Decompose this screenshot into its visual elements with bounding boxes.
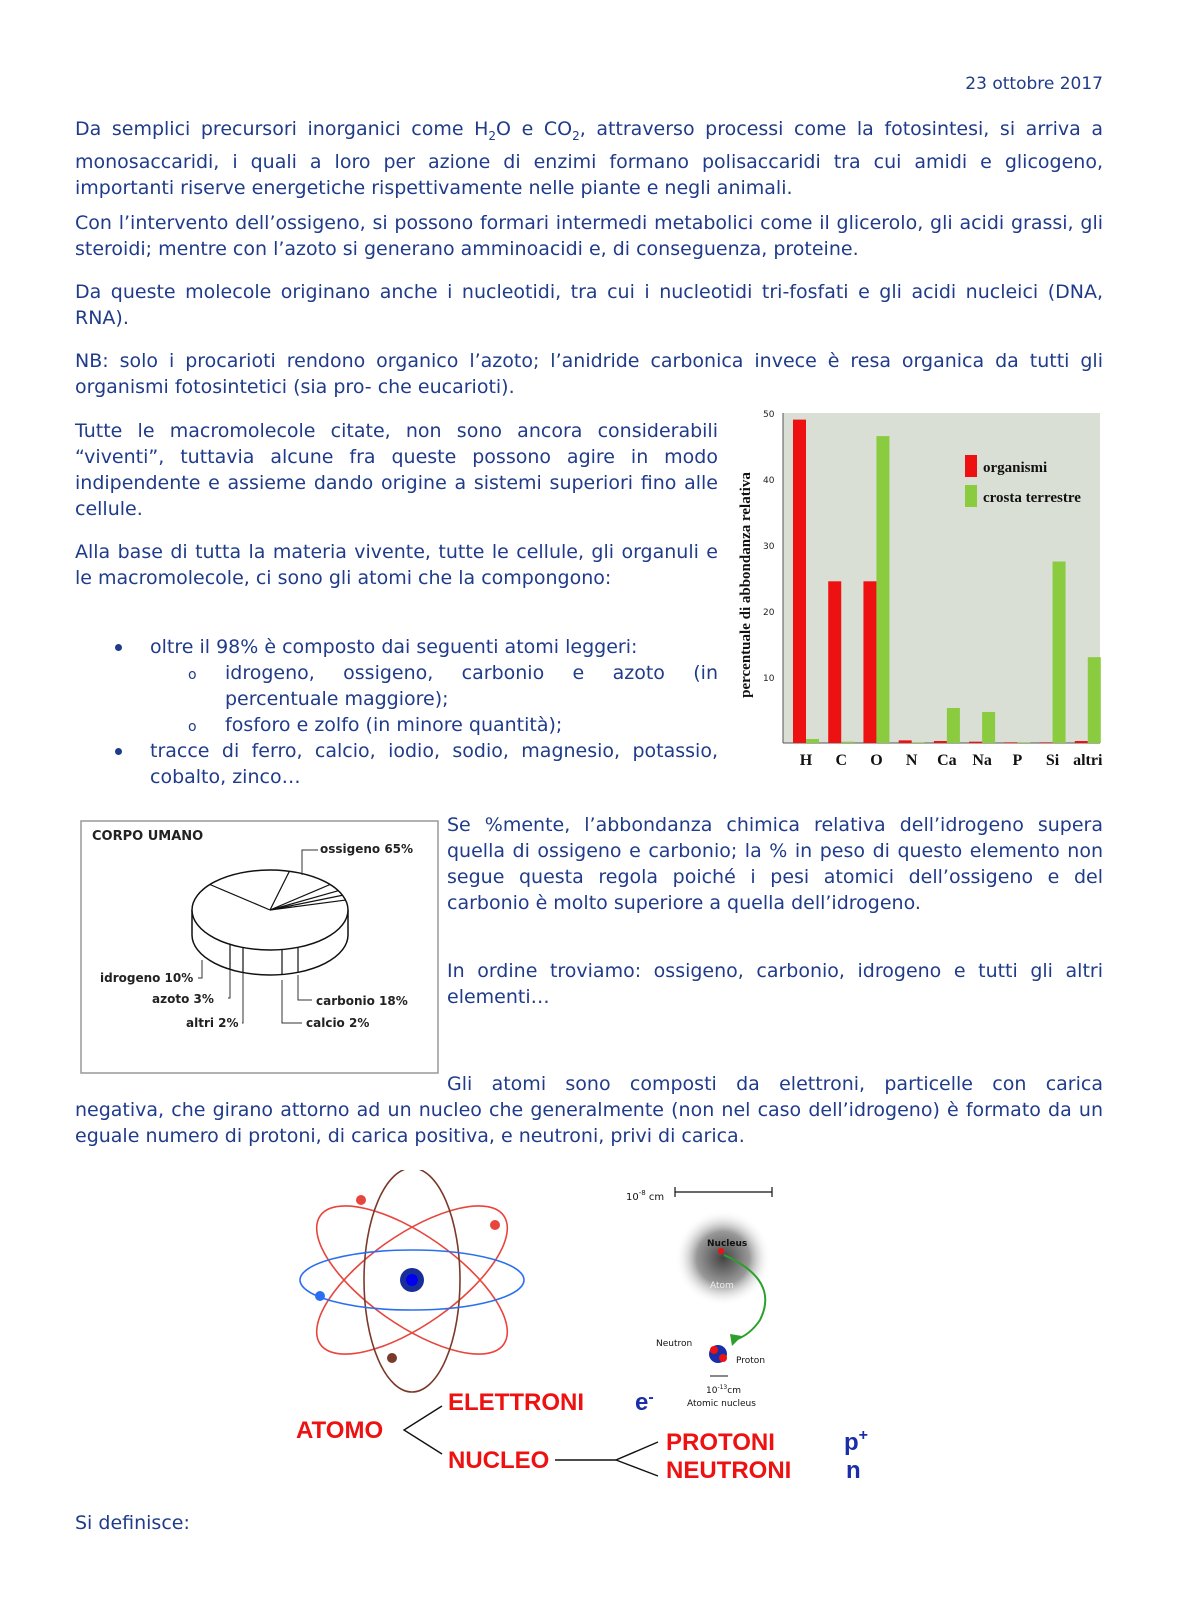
legend-label-crosta: crosta terrestre: [983, 490, 1081, 506]
paragraph-1: Da semplici precursori inorganici come $H_2O$ e $CO_2$, attraverso processi come la fotosintesi, si arriva a monosaccaridi, i quali a loro per azione di enzimi formano polisaccaridi tra cui amidi e glicogeno, importanti riserve energetiche rispettivamente nelle piante e negli animali.: [75, 118, 1103, 199]
paragraph-7: Se %mente, l’abbondanza chimica relativa dell’idrogeno supera quella di ossigeno e carbonio; la % in peso di questo elemento non segue questa regola poiché i pesi atomici dell’ossigeno e del carbonio è molto superiore a quella dell’idrogeno.: [447, 814, 1103, 914]
y-tick-label: 50: [763, 410, 775, 420]
x-tick-label: N: [905, 752, 918, 769]
paragraph-2: Con l’intervento dell’ossigeno, si possono formari intermedi metabolici come il glicerolo, gli acidi grassi, gli steroidi; mentre con l’azoto si generano amminoacidi e, di conseguenza, proteine.: [75, 212, 1103, 260]
bar-Na-organismi: [969, 742, 982, 743]
electron-icon: [387, 1353, 397, 1363]
paragraph-8: In ordine troviamo: ossigeno, carbonio, idrogeno e tutti gli altri elementi…: [447, 960, 1103, 1008]
list-item: tracce di ferro, calcio, iodio, sodio, magnesio, potassio, cobalto, zinco…: [75, 738, 718, 790]
label-neutron: Neutron: [656, 1339, 693, 1349]
y-tick-label: 20: [763, 608, 775, 618]
paragraph-9a: Gli atomi sono composti da elettroni, particelle con carica: [447, 1073, 1103, 1095]
bar-O-organismi: [863, 581, 876, 743]
pie-label-calcio: calcio 2%: [306, 1016, 370, 1030]
list-subitem: o idrogeno, ossigeno, carbonio e azoto (in percentuale maggiore);: [75, 660, 718, 712]
paragraph-10: Si definisce:: [75, 1512, 190, 1534]
bar-altri-crosta: [1088, 657, 1101, 743]
label-atom: Atom: [710, 1281, 734, 1291]
pie-label-azoto: azoto 3%: [152, 992, 214, 1006]
bar-C-crosta: [841, 742, 854, 743]
paragraph-3: Da queste molecole originano anche i nucleotidi, tra cui i nucleotidi tri-fosfati e gli acidi nucleici (DNA, RNA).: [75, 281, 1103, 329]
legend-swatch-crosta: [965, 485, 977, 507]
y-tick-label: 30: [763, 542, 775, 552]
x-tick-label: P: [1012, 752, 1023, 769]
label-nucleo: NUCLEO: [448, 1447, 550, 1474]
pie-label-idrogeno: idrogeno 10%: [100, 971, 194, 985]
pie-label-carbonio: carbonio 18%: [316, 994, 408, 1008]
symbol-proton: p+: [844, 1427, 869, 1456]
paragraph-9b: negativa, che girano attorno ad un nucleo che generalmente (non nel caso dell’idrogeno) è formato da un eguale numero di protoni, di carica positiva, e neutroni, privi di carica.: [75, 1099, 1103, 1147]
electron-cloud: [675, 1210, 771, 1306]
label-protoni: PROTONI: [666, 1429, 775, 1456]
label-proton: Proton: [736, 1356, 766, 1366]
x-tick-label: Na: [972, 752, 992, 769]
bar-Na-crosta: [982, 712, 995, 743]
element-list: [75, 634, 718, 790]
bar-N-crosta: [912, 742, 925, 743]
y-axis-label: percentuale di abbondanza relativa: [738, 472, 754, 698]
y-tick-label: 40: [763, 476, 775, 486]
x-tick-label: C: [835, 752, 848, 769]
symbol-neutron: n: [846, 1457, 861, 1484]
abundance-bar-chart: [735, 405, 1103, 775]
list-item: oltre il 98% è composto dai seguenti atomi leggeri:: [75, 634, 718, 660]
bar-Ca-crosta: [947, 708, 960, 743]
scale-top-label: $10^{-8}$ cm: [626, 1189, 665, 1203]
bar-P-crosta: [1017, 742, 1030, 743]
bar-Si-crosta: [1053, 562, 1066, 744]
bar-Ca-organismi: [934, 741, 947, 743]
bar-Si-organismi: [1040, 742, 1053, 743]
human-body-pie-chart: [80, 820, 440, 1075]
label-elettroni: ELETTRONI: [448, 1389, 584, 1416]
electron-icon: [490, 1220, 500, 1230]
bar-O-crosta: [876, 436, 889, 743]
legend-swatch-organismi: [965, 455, 977, 477]
date: 23 ottobre 2017: [965, 74, 1103, 94]
label-neutroni: NEUTRONI: [666, 1457, 792, 1484]
electron-icon: [315, 1291, 325, 1301]
bar-N-organismi: [899, 740, 912, 743]
paragraph-4: NB: solo i procarioti rendono organico l’azoto; l’anidride carbonica invece è resa organica da tutti gli organismi fotosintetici (sia pro- che eucarioti).: [75, 350, 1103, 398]
label-atomo: ATOMO: [296, 1417, 384, 1444]
legend-label-organismi: organismi: [983, 460, 1048, 476]
bar-altri-organismi: [1075, 741, 1088, 743]
x-tick-label: Si: [1045, 752, 1060, 769]
bar-C-organismi: [828, 581, 841, 743]
x-tick-label: O: [870, 752, 883, 769]
label-nucleus: Nucleus: [707, 1239, 748, 1249]
x-tick-label: H: [799, 752, 813, 769]
atom-diagram: [280, 1170, 900, 1490]
pie-label-ossigeno: ossigeno 65%: [320, 842, 414, 856]
bar-H-crosta: [806, 739, 819, 743]
paragraph-5: Tutte le macromolecole citate, non sono ancora considerabili “viventi”, tuttavia alcune fra queste possono agire in modo indipendente e assieme dando origine a sistemi superiori fino alle cellule.: [75, 420, 718, 520]
paragraph-6: Alla base di tutta la materia vivente, tutte le cellule, gli organuli e le macromolecole, ci sono gli atomi che la compongono:: [75, 541, 718, 589]
x-tick-label: altri: [1073, 752, 1103, 769]
x-tick-label: Ca: [937, 752, 957, 769]
scale-bottom-label: $10^{-13}cm$: [706, 1384, 741, 1396]
bar-H-organismi: [793, 420, 806, 743]
y-tick-label: 10: [763, 674, 775, 684]
pie-title: CORPO UMANO: [92, 829, 204, 844]
symbol-electron: e-: [635, 1389, 654, 1416]
pie-label-altri: altri 2%: [186, 1016, 239, 1030]
label-atomic-nucleus: Atomic nucleus: [687, 1399, 756, 1409]
bar-P-organismi: [1004, 742, 1017, 743]
list-subitem: o fosforo e zolfo (in minore quantità);: [75, 712, 718, 738]
electron-icon: [356, 1195, 366, 1205]
